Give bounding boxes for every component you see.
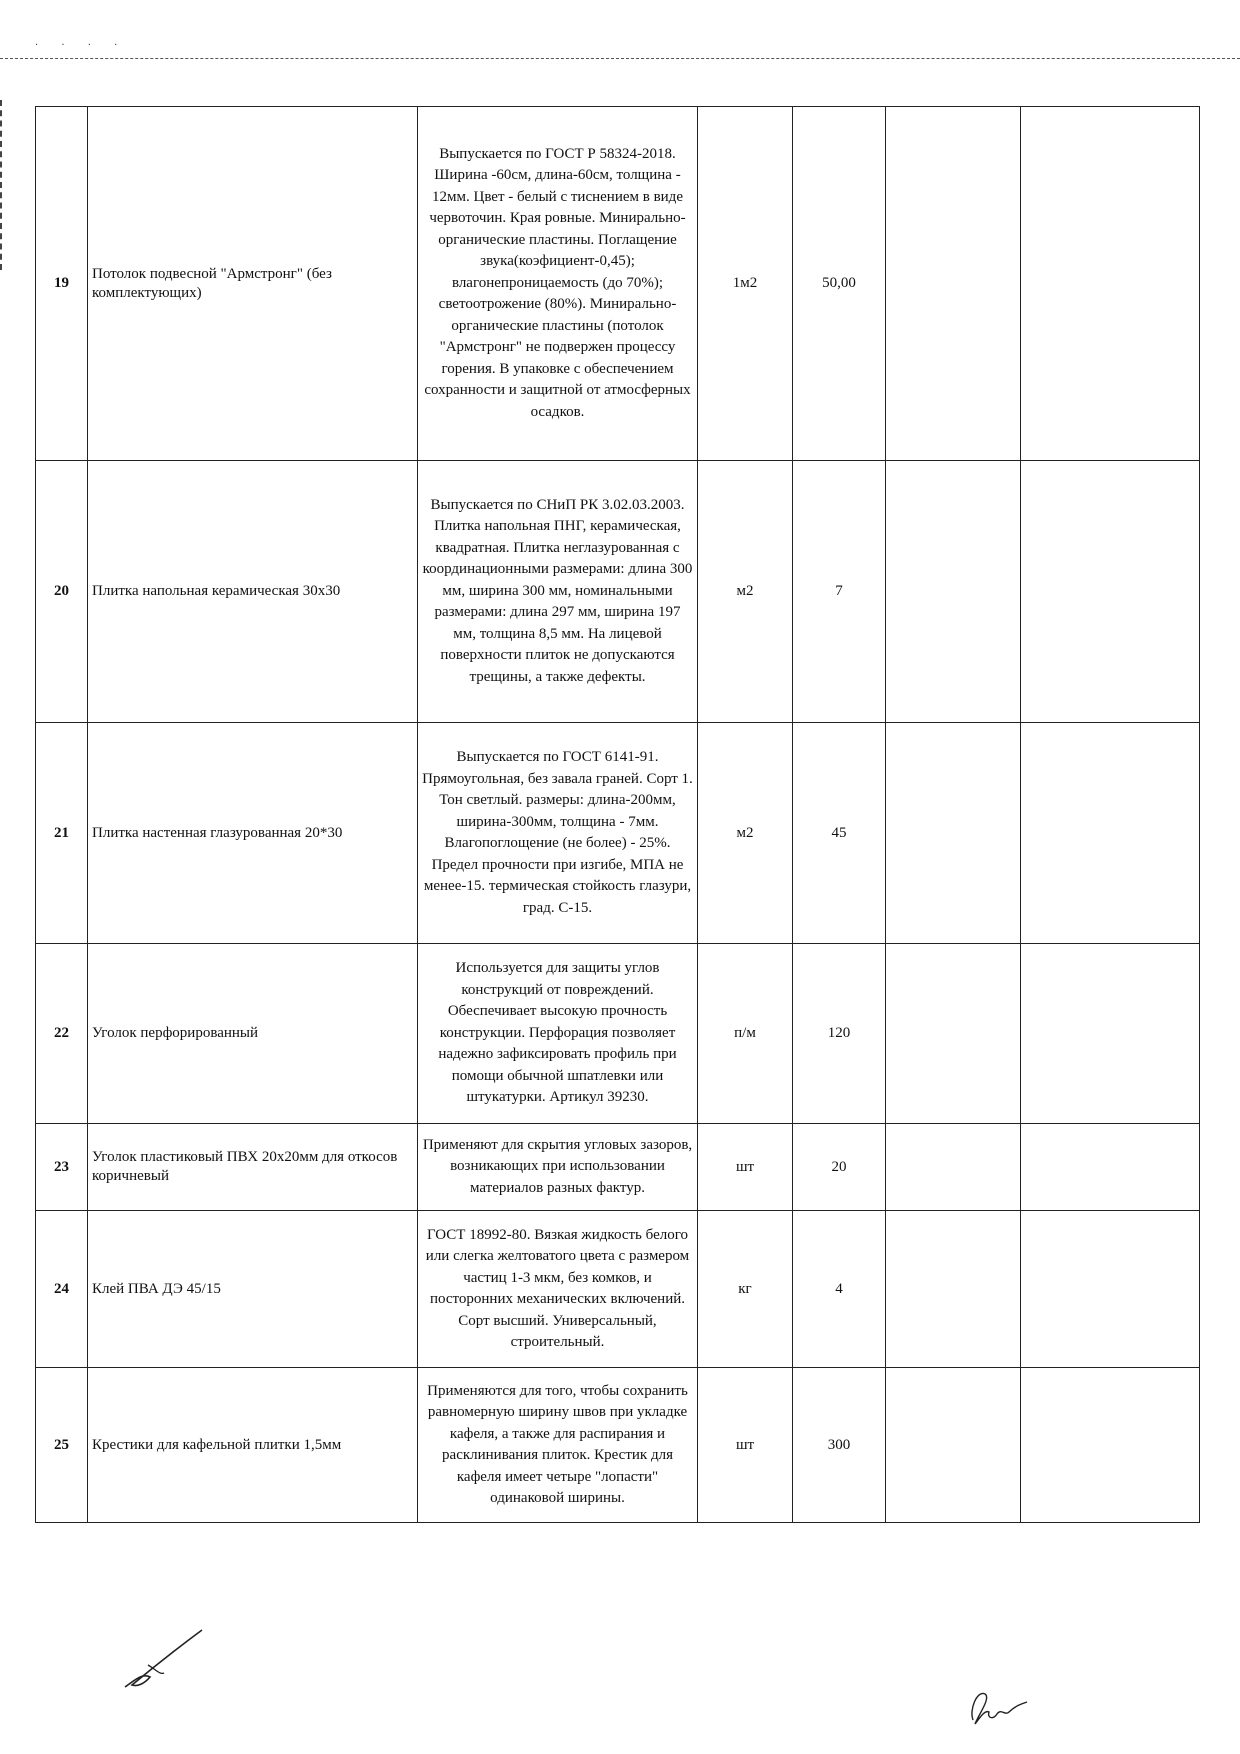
scan-top-edge xyxy=(0,58,1240,59)
item-unit: кг xyxy=(698,1211,793,1368)
empty-cell xyxy=(1021,723,1200,944)
table-row xyxy=(36,461,1200,723)
row-number: 19 xyxy=(36,107,88,461)
row-number: 25 xyxy=(36,1368,88,1523)
empty-cell xyxy=(886,1124,1021,1211)
item-description: Используется для защиты углов конструкций от повреждений. Обеспечивает высокую прочность конструкции. Перфорация позволяет надежно зафиксировать профиль при помощи обычной шпатлевки или штукатурки. Артикул 39230. xyxy=(418,944,698,1124)
item-unit: 1м2 xyxy=(698,107,793,461)
row-number: 23 xyxy=(36,1124,88,1211)
empty-cell xyxy=(886,107,1021,461)
item-quantity: 7 xyxy=(793,461,886,723)
empty-cell xyxy=(1021,1124,1200,1211)
item-unit: м2 xyxy=(698,723,793,944)
item-quantity: 20 xyxy=(793,1124,886,1211)
signature-left xyxy=(120,1625,210,1695)
empty-cell xyxy=(886,461,1021,723)
item-description: Применяют для скрытия угловых зазоров, возникающих при использовании материалов разных фактур. xyxy=(418,1124,698,1211)
row-number: 21 xyxy=(36,723,88,944)
item-quantity: 50,00 xyxy=(793,107,886,461)
empty-cell xyxy=(886,1368,1021,1523)
item-description: Выпускается по ГОСТ Р 58324-2018. Ширина -60см, длина-60см, толщина - 12мм. Цвет - белый с тиснением в виде червоточин. Края ровные. Минирально-органические пластины. Поглащение звука(коэфициент-0,45); влагонепроницаемость (до 70%); светоотрожение (80%). Минирально-органические пластины (потолок "Армстронг" не подвержен процессу горения. В упаковке с обеспечением сохранности и защитной от атмосферных осадков. xyxy=(418,107,698,461)
item-name: Плитка настенная глазурованная 20*30 xyxy=(88,723,418,944)
item-name: Крестики для кафельной плитки 1,5мм xyxy=(88,1368,418,1523)
item-name: Уголок пластиковый ПВХ 20х20мм для откосов коричневый xyxy=(88,1124,418,1211)
item-name: Потолок подвесной "Армстронг" (без комплектующих) xyxy=(88,107,418,461)
empty-cell xyxy=(1021,107,1200,461)
item-quantity: 45 xyxy=(793,723,886,944)
item-name: Плитка напольная керамическая 30х30 xyxy=(88,461,418,723)
scan-specks: · · · · xyxy=(35,40,128,51)
empty-cell xyxy=(1021,1211,1200,1368)
empty-cell xyxy=(1021,1368,1200,1523)
item-unit: шт xyxy=(698,1124,793,1211)
item-description: Выпускается по СНиП РК 3.02.03.2003. Плитка напольная ПНГ, керамическая, квадратная. Плитка неглазурованная с координационными размерами: длина 300 мм, ширина 300 мм, номинальными размерами: длина 297 мм, ширина 197 мм, толщина 8,5 мм. На лицевой поверхности плиток не допускаются трещины, а также дефекты. xyxy=(418,461,698,723)
scan-left-edge-marks xyxy=(0,100,6,270)
row-number: 24 xyxy=(36,1211,88,1368)
item-unit: м2 xyxy=(698,461,793,723)
table-row xyxy=(36,107,1200,461)
signature-right xyxy=(965,1680,1035,1730)
specification-table xyxy=(35,106,1200,1523)
table-row xyxy=(36,1368,1200,1523)
item-quantity: 120 xyxy=(793,944,886,1124)
empty-cell xyxy=(886,723,1021,944)
row-number: 20 xyxy=(36,461,88,723)
item-description: ГОСТ 18992-80. Вязкая жидкость белого или слегка желтоватого цвета с размером частиц 1-3 мкм, без комков, и посторонних механических включений. Сорт высший. Универсальный, строительный. xyxy=(418,1211,698,1368)
empty-cell xyxy=(1021,461,1200,723)
item-description: Выпускается по ГОСТ 6141-91. Прямоугольная, без завала граней. Сорт 1. Тон светлый. размеры: длина-200мм, ширина-300мм, толщина - 7мм. Влагопоглощение (не более) - 25%. Предел прочности при изгибе, МПА не менее-15. термическая стойкость глазури, град. С-15. xyxy=(418,723,698,944)
row-number: 22 xyxy=(36,944,88,1124)
item-quantity: 4 xyxy=(793,1211,886,1368)
item-quantity: 300 xyxy=(793,1368,886,1523)
item-name: Уголок перфорированный xyxy=(88,944,418,1124)
table-row xyxy=(36,944,1200,1124)
empty-cell xyxy=(1021,944,1200,1124)
empty-cell xyxy=(886,1211,1021,1368)
empty-cell xyxy=(886,944,1021,1124)
item-unit: шт xyxy=(698,1368,793,1523)
item-name: Клей ПВА ДЭ 45/15 xyxy=(88,1211,418,1368)
table-row xyxy=(36,723,1200,944)
item-description: Применяются для того, чтобы сохранить равномерную ширину швов при укладке кафеля, а также для распирания и расклинивания плиток. Крестик для кафеля имеет четыре "лопасти" одинаковой ширины. xyxy=(418,1368,698,1523)
item-unit: п/м xyxy=(698,944,793,1124)
table-row xyxy=(36,1211,1200,1368)
table-row xyxy=(36,1124,1200,1211)
